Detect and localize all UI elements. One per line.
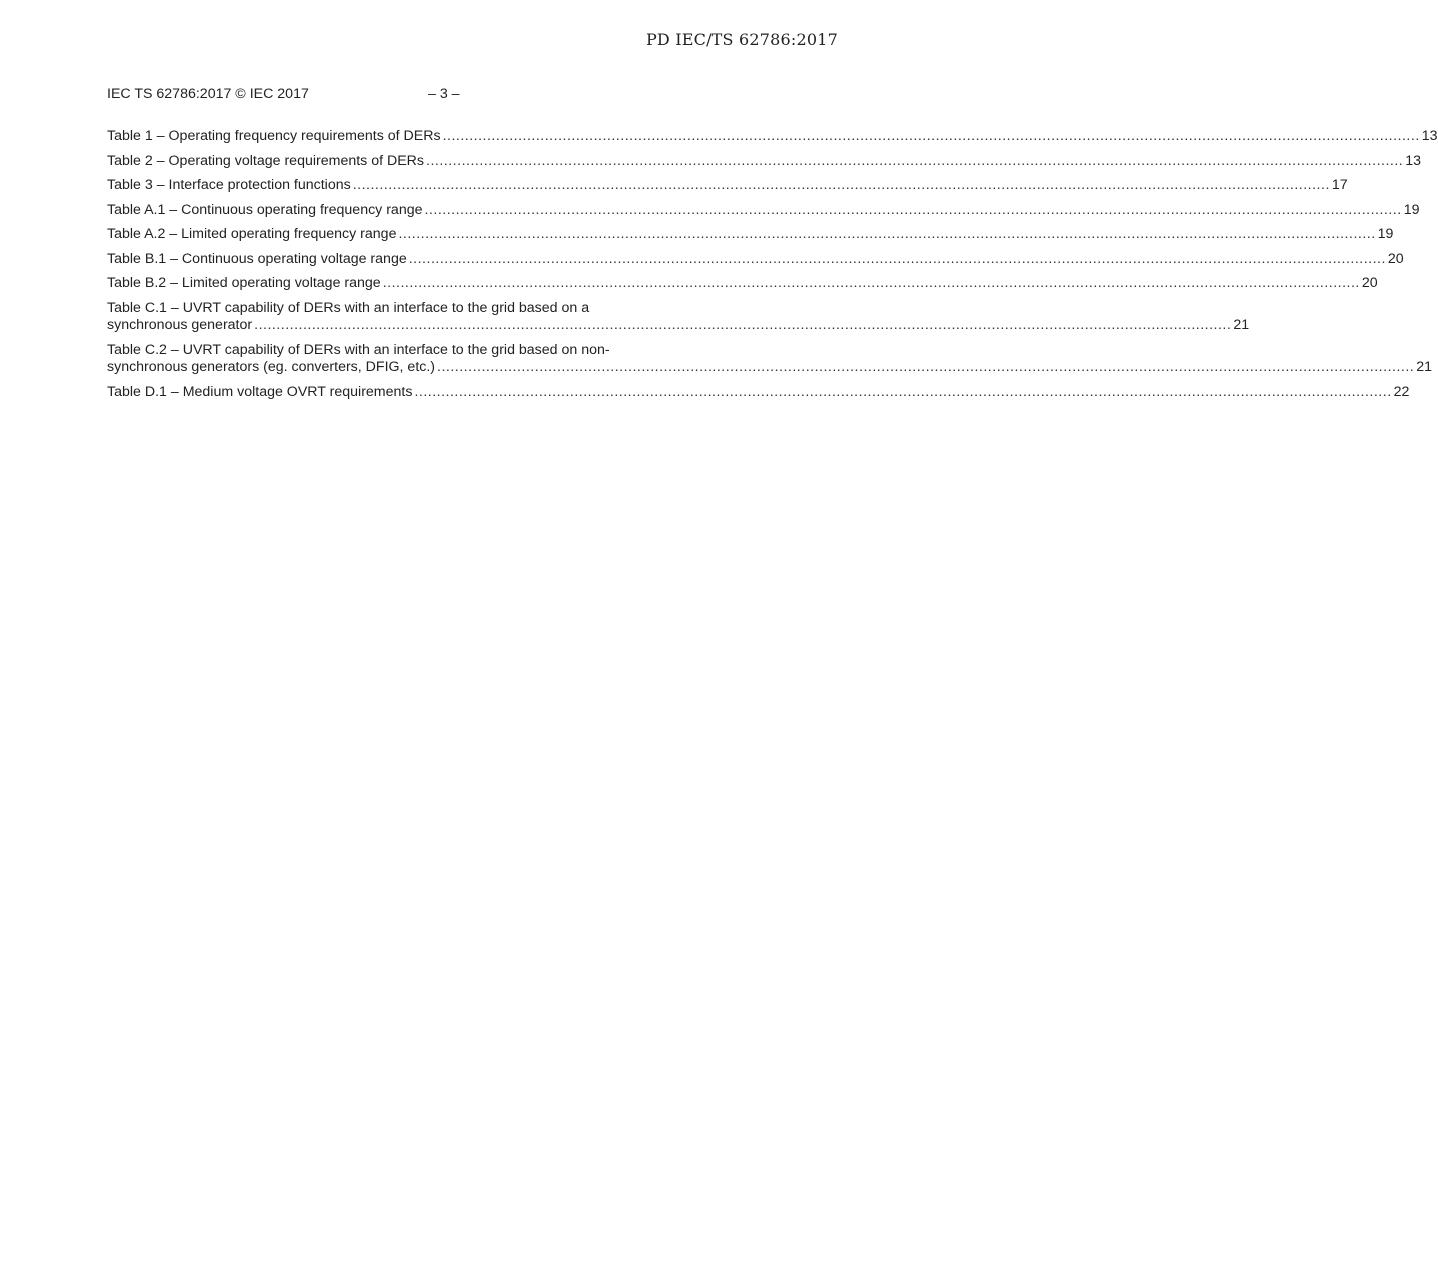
toc-entry-page: 13	[1405, 152, 1421, 169]
dot-leader: ............................................................................................................................................................................................................................	[352, 177, 1330, 193]
document-id: PD IEC/TS 62786:2017	[645, 30, 838, 49]
toc-entry-title: Table 2 – Operating voltage requirements of DERs	[107, 152, 425, 169]
toc-entry-page: 20	[1387, 250, 1404, 267]
toc-entry-page: 19	[1403, 201, 1420, 218]
toc-entry-title: Table 1 – Operating frequency requirements of DERs	[107, 128, 441, 144]
toc-entry[interactable]	[107, 226, 1394, 244]
toc-entry-title: Table A.2 – Limited operating frequency range	[107, 226, 397, 242]
toc-entry-page: 19	[1377, 226, 1394, 242]
dot-leader: ............................................................................................................................................................................................................................	[437, 359, 1415, 375]
toc-entry[interactable]	[107, 299, 1250, 335]
toc-entry[interactable]	[107, 128, 1438, 146]
dot-leader: ............................................................................................................................................................................................................................	[424, 201, 1402, 218]
toc-entry-title-line1: Table C.1 – UVRT capability of DERs with an interface to the grid based on a	[107, 299, 590, 316]
toc-entry-page: 13	[1421, 128, 1438, 144]
toc-entry-page: 21	[1233, 317, 1250, 333]
toc-entry-page: 20	[1361, 275, 1378, 291]
toc-entry-title-line1: Table C.2 – UVRT capability of DERs with an interface to the grid based on non-	[107, 341, 610, 358]
toc-entry[interactable]	[107, 250, 1404, 269]
toc-entry-title-line2: synchronous generator	[107, 317, 253, 333]
dot-leader: ............................................................................................................................................................................................................................	[408, 250, 1386, 267]
toc-entry[interactable]	[107, 201, 1420, 220]
toc-entry-page: 22	[1393, 383, 1410, 400]
toc-entry-title: Table 3 – Interface protection functions	[107, 177, 351, 193]
list-of-tables	[107, 128, 1438, 408]
toc-entry[interactable]	[107, 383, 1410, 402]
toc-entry-title: Table A.1 – Continuous operating frequency range	[107, 201, 423, 218]
toc-entry[interactable]	[107, 177, 1348, 195]
dot-leader: ............................................................................................................................................................................................................................	[426, 152, 1404, 169]
standard-copyright: IEC TS 62786:2017 © IEC 2017	[107, 86, 309, 102]
toc-entry-title: Table B.1 – Continuous operating voltage range	[107, 250, 407, 267]
toc-entry[interactable]	[107, 275, 1378, 293]
dot-leader: ............................................................................................................................................................................................................................	[382, 275, 1360, 291]
dot-leader: ............................................................................................................................................................................................................................	[398, 226, 1376, 242]
dot-leader: ............................................................................................................................................................................................................................	[414, 383, 1392, 400]
toc-entry[interactable]	[107, 341, 1432, 377]
page-number: – 3 –	[428, 86, 460, 102]
toc-entry-title-line2: synchronous generators (eg. converters, DFIG, etc.)	[107, 359, 436, 375]
toc-entry-page: 21	[1416, 359, 1432, 375]
toc-entry-title: Table D.1 – Medium voltage OVRT requirements	[107, 383, 413, 400]
dot-leader: ............................................................................................................................................................................................................................	[442, 128, 1420, 144]
toc-entry-title: Table B.2 – Limited operating voltage range	[107, 275, 381, 291]
dot-leader: ............................................................................................................................................................................................................................	[254, 317, 1232, 333]
page-header	[107, 86, 787, 104]
toc-entry[interactable]	[107, 152, 1421, 171]
toc-entry-page: 17	[1331, 177, 1348, 193]
